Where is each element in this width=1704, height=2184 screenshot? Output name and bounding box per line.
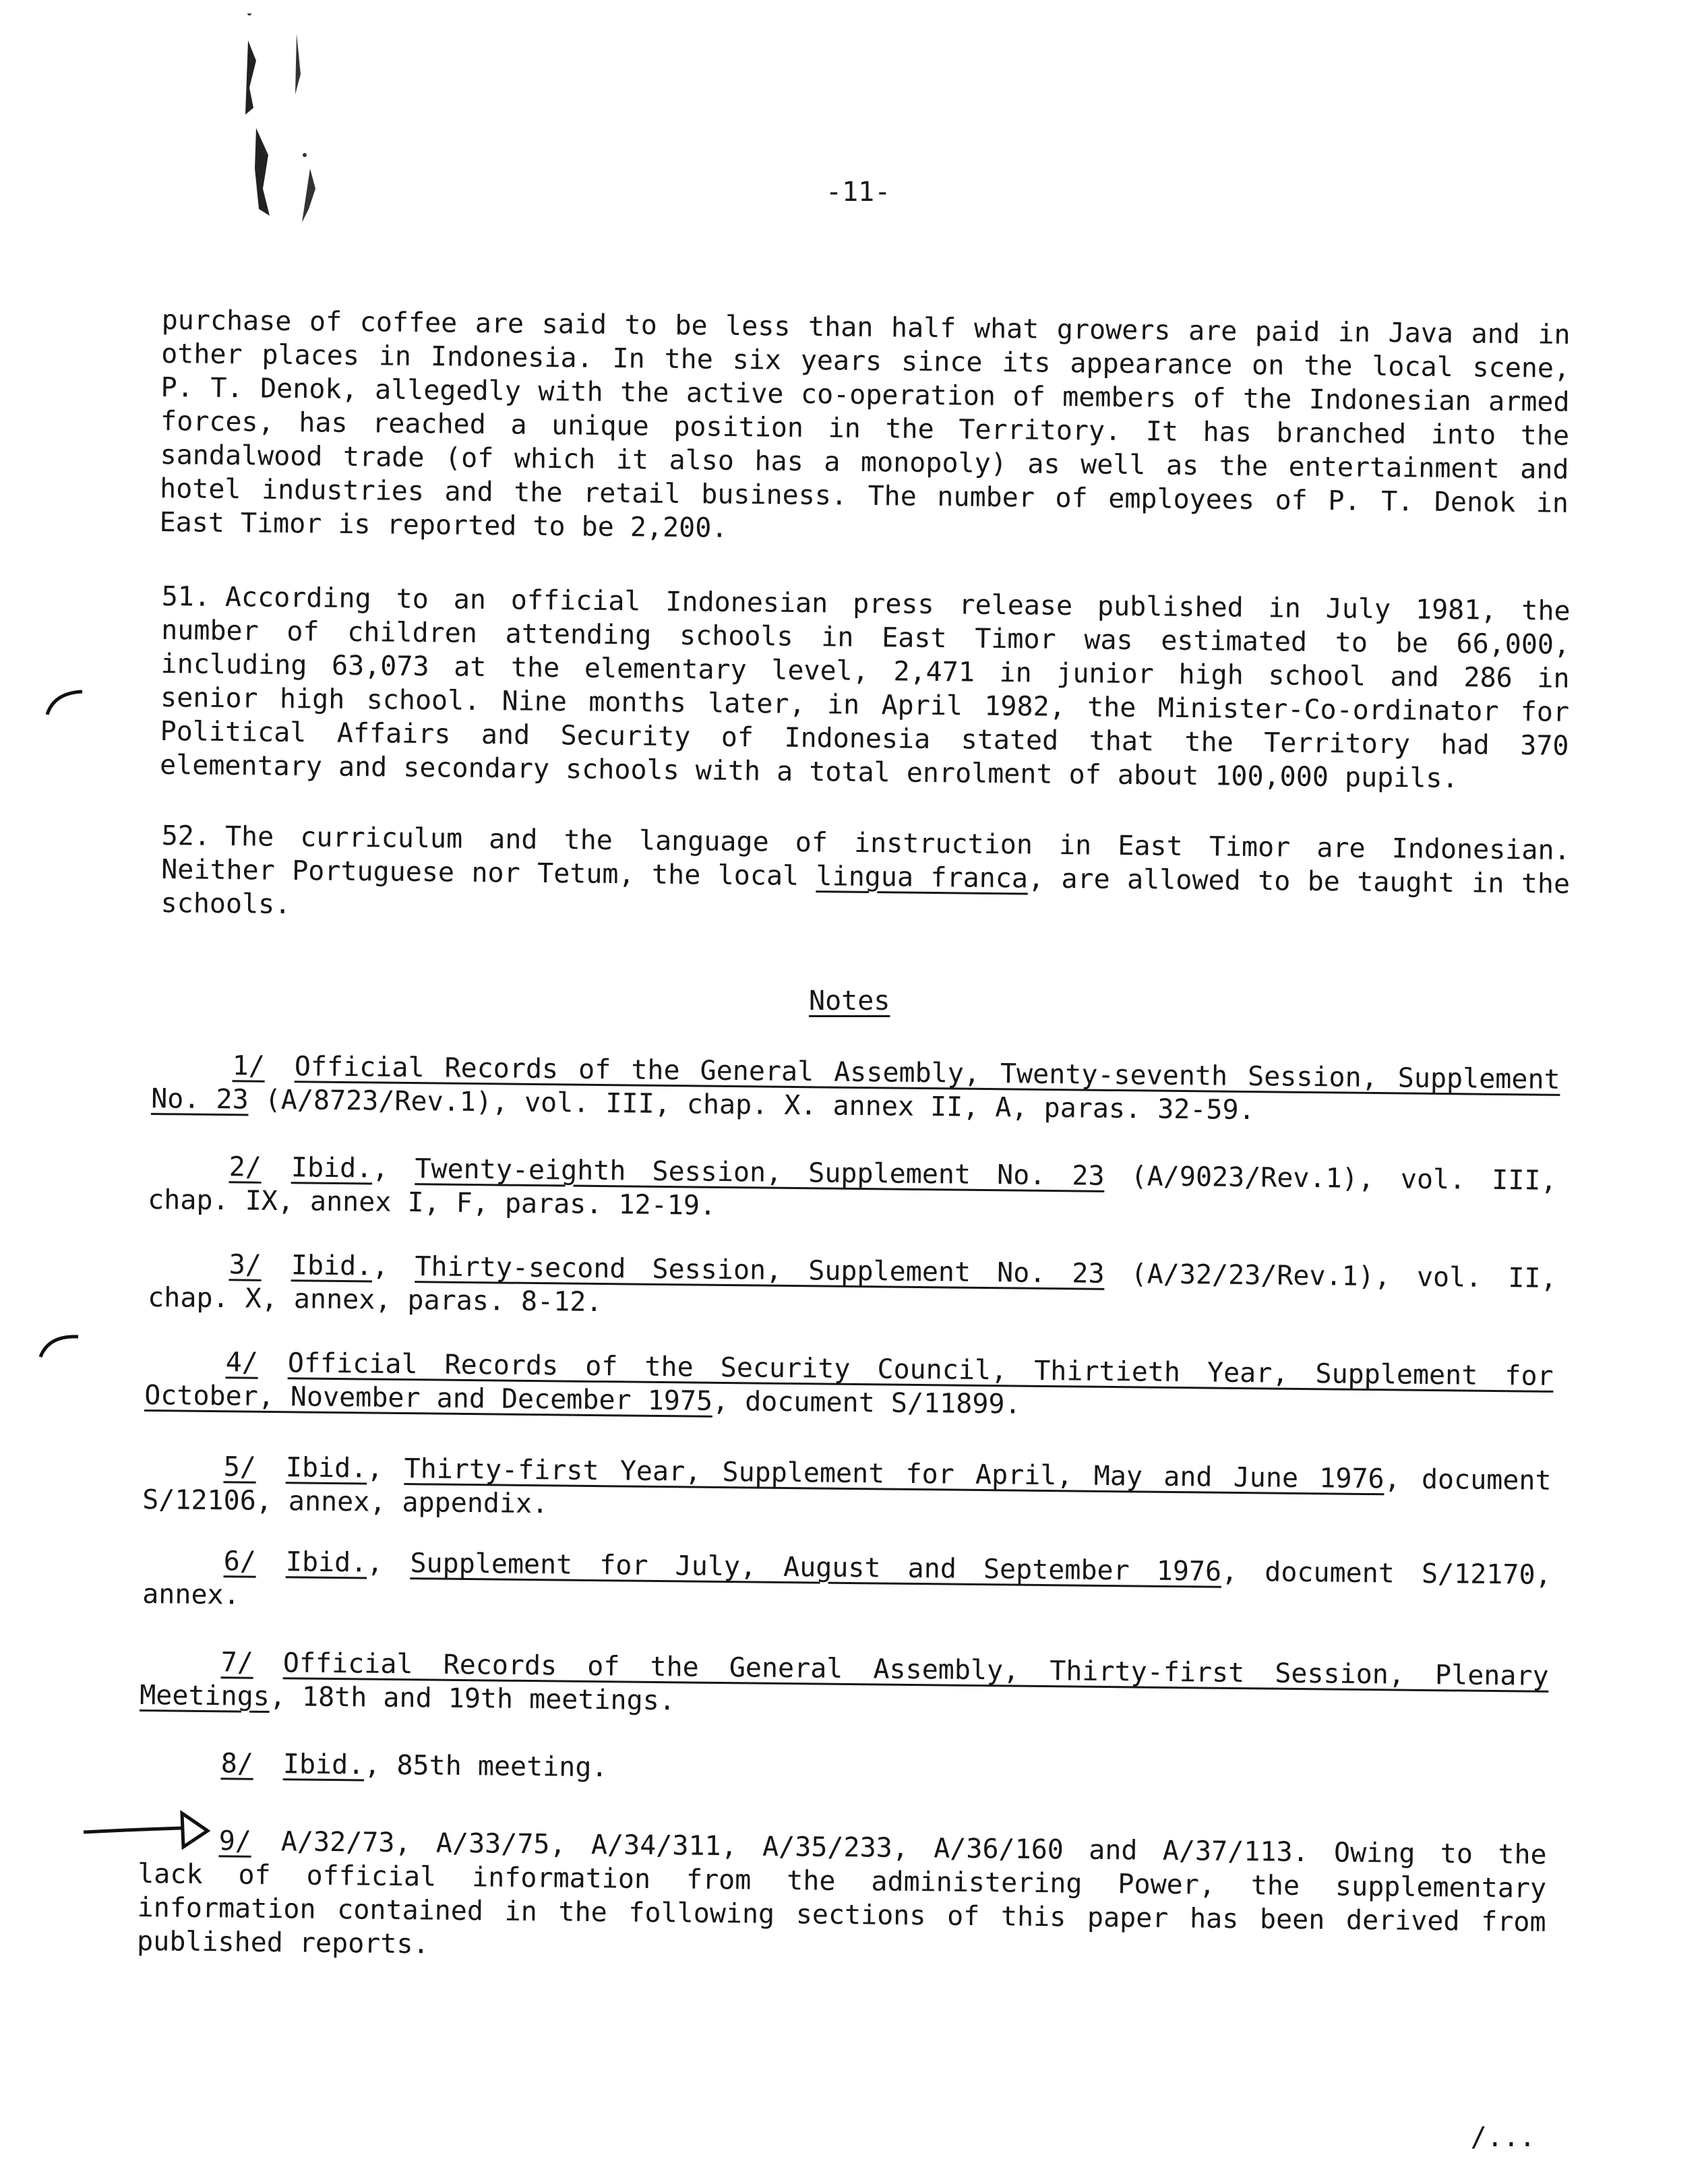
handwritten-arrow-mark (81, 1805, 229, 1859)
margin-bracket-mark (34, 1331, 88, 1365)
note-9: 9/ A/32/73, A/33/75, A/34/311, A/35/233, A/36/160 and A/37/113. Owing to the lack of official information from the administering Power, the supplementary information contained in the following sections of this paper has been derived from published reports. (136, 1825, 1547, 1960)
note-7: 7/ Official Records of the General Assembly, Thirty-first Session, Plenary Meetings, 18th and 19th meetings. (139, 1647, 1549, 1717)
note-2: 2/ Ibid., Twenty-eighth Session, Supplement No. 23 (A/9023/Rev.1), vol. III, chap. IX, annex I, F, paras. 12-19. (147, 1151, 1557, 1221)
paragraph-number: 52. (161, 820, 211, 852)
notes-heading: Notes (809, 985, 890, 1017)
page-number: -11- (826, 177, 891, 208)
note-8: 8/ Ibid., 85th meeting. (220, 1748, 608, 1784)
paragraph-51 (160, 580, 1571, 797)
paragraph-50-continuation: purchase of coffee are said to be less than half what growers are paid in Java and in other places in Indonesia. In the six years since its appearance on the local scene, P. T. Denok, allegedly with the active co-operation of members of the Indonesian armed forces, has reached a unique position in the Territory. It has branched into the sandalwood trade (of which it also has a monopoly) as well as the entertainment and hotel industries and the retail business. The number of employees of P. T. Denok in East Timor is reported to be 2,200. (159, 304, 1571, 544)
note-3: 3/ Ibid., Thirty-second Session, Supplement No. 23 (A/32/23/Rev.1), vol. II, chap. X, annex, paras. 8-12. (147, 1249, 1557, 1318)
continuation-marker: /... (1470, 2122, 1535, 2153)
note-1: 1/ Official Records of the General Assembly, Twenty-seventh Session, Supplement No. 23 (A/8723/Rev.1), vol. III, chap. X. annex II, A, paras. 32-59. (150, 1050, 1560, 1126)
note-6: 6/ Ibid., Supplement for July, August and September 1976, document S/12170, annex. (142, 1546, 1552, 1611)
note-5: 5/ Ibid., Thirty-first Year, Supplement for April, May and June 1976, document S/12106, annex, appendix. (142, 1451, 1552, 1520)
note-4: 4/ Official Records of the Security Council, Thirtieth Year, Supplement for October, November and December 1975, document S/11899. (144, 1347, 1554, 1420)
margin-bracket-mark (40, 688, 94, 721)
scan-smudge-marks (229, 13, 337, 236)
paragraph-number: 51. (161, 580, 211, 613)
underlined-term: lingua franca (816, 861, 1029, 894)
paragraph-52 (160, 819, 1570, 935)
paragraph-text: According to an official Indonesian press release published in July 1981, the number of children attending schools in East Timor was estimated to be 66,000, including 63,073 at the elementary level, 2,471 in junior high school and 286 in senior high school. Nine months later, in April 1982, the Minister-Co-ordinator for Political Affairs and Security of Indonesia stated that the Territory had 370 elementary and secondary schools with a total enrolment of about 100,000 pupils. (159, 581, 1571, 795)
paragraph-text: , are allowed to be taught in the schools. (160, 863, 1571, 921)
paragraph-text: The curriculum and the language of instruction in East Timor are Indonesian. Neither Portuguese nor Tetum, the local (160, 820, 1571, 892)
